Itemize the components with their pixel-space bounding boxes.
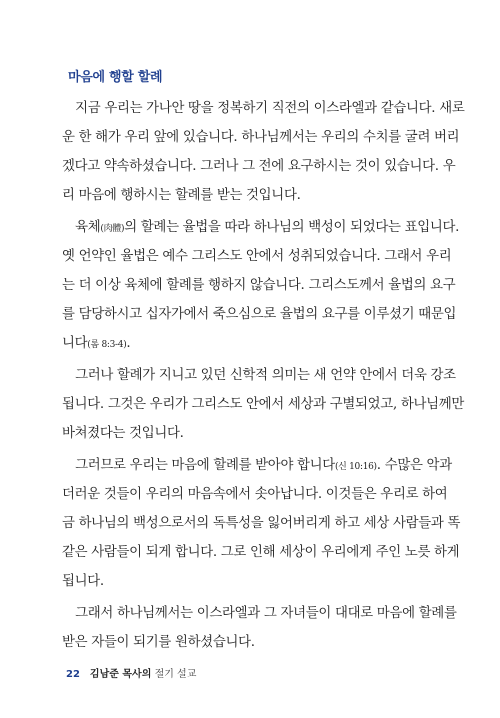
paragraph-line xyxy=(62,329,436,358)
paragraph-line: 바쳐졌다는 것입니다. xyxy=(62,426,184,441)
paragraph-line: 옛 언약인 율법은 예수 그리스도 안에서 성취되었습니다. 그래서 우리 xyxy=(62,249,452,264)
paragraph-line: 그러나 할례가 지니고 있던 신학적 의미는 새 언약 안에서 더욱 강조 xyxy=(62,368,456,383)
paragraph-line: 됩니다. xyxy=(62,574,104,589)
line-segment: 육체 xyxy=(62,220,101,235)
paragraph-line xyxy=(62,451,452,480)
paragraph-line: 같은 사람들이 되게 합니다. 그로 인해 세상이 우리에게 주인 노릇 하게 xyxy=(62,545,460,560)
footer-book-title: 절기 설교 xyxy=(154,669,197,680)
paragraph-line: 리 마음에 행하시는 할례를 받는 것입니다. xyxy=(62,188,301,203)
paragraph-line: 됩니다. 그것은 우리가 그리스도 안에서 세상과 구별되었고, 하나님께만 xyxy=(62,397,465,412)
section-heading: 마음에 행할 할례 xyxy=(68,70,163,85)
line-segment: 니다 xyxy=(62,336,88,351)
page-number: 22 xyxy=(66,669,80,680)
paragraph-line: 지금 우리는 가나안 땅을 정복하기 직전의 이스라엘과 같습니다. 새로 xyxy=(62,101,465,116)
line-segment: . 수많은 악과 xyxy=(376,458,452,473)
line-segment: 그러므로 우리는 마음에 할례를 받아야 합니다 xyxy=(62,458,335,473)
scripture-reference: (신 10:16) xyxy=(334,462,377,472)
paragraph-line: 겠다고 약속하셨습니다. 그러나 그 전에 요구하시는 것이 있습니다. 우 xyxy=(62,159,456,174)
footer-author: 김남준 목사의 xyxy=(89,669,152,680)
scripture-reference: (롬 8:3-4) xyxy=(87,340,127,350)
page-footer xyxy=(66,665,196,680)
hanja-annotation: (肉體) xyxy=(100,224,125,234)
paragraph-line: 받은 자들이 되기를 원하셨습니다. xyxy=(62,635,255,650)
paragraph-line: 를 담당하시고 십자가에서 죽으심으로 율법의 요구를 이루셨기 때문입 xyxy=(62,307,457,322)
line-segment: 의 할례는 율법을 따라 하나님의 백성이 되었다는 표입니다. xyxy=(124,220,460,235)
paragraph-line xyxy=(62,213,460,242)
paragraph-line: 운 한 해가 우리 앞에 있습니다. 하나님께서는 우리의 수치를 굴려 버리 xyxy=(62,130,460,145)
paragraph-line: 그래서 하나님께서는 이스라엘과 그 자녀들이 대대로 마음에 할례를 xyxy=(62,606,457,621)
paragraph-line: 더러운 것들이 우리의 마음속에서 솟아납니다. 이것들은 우리로 하여 xyxy=(62,487,448,502)
paragraph-line: 금 하나님의 백성으로서의 독특성을 잃어버리게 하고 세상 사람들과 똑 xyxy=(62,516,461,531)
paragraph-line: 는 더 이상 육체에 할례를 행하지 않습니다. 그리스도께서 율법의 요구 xyxy=(62,278,456,293)
body-text xyxy=(62,94,465,657)
line-segment: . xyxy=(126,336,131,351)
